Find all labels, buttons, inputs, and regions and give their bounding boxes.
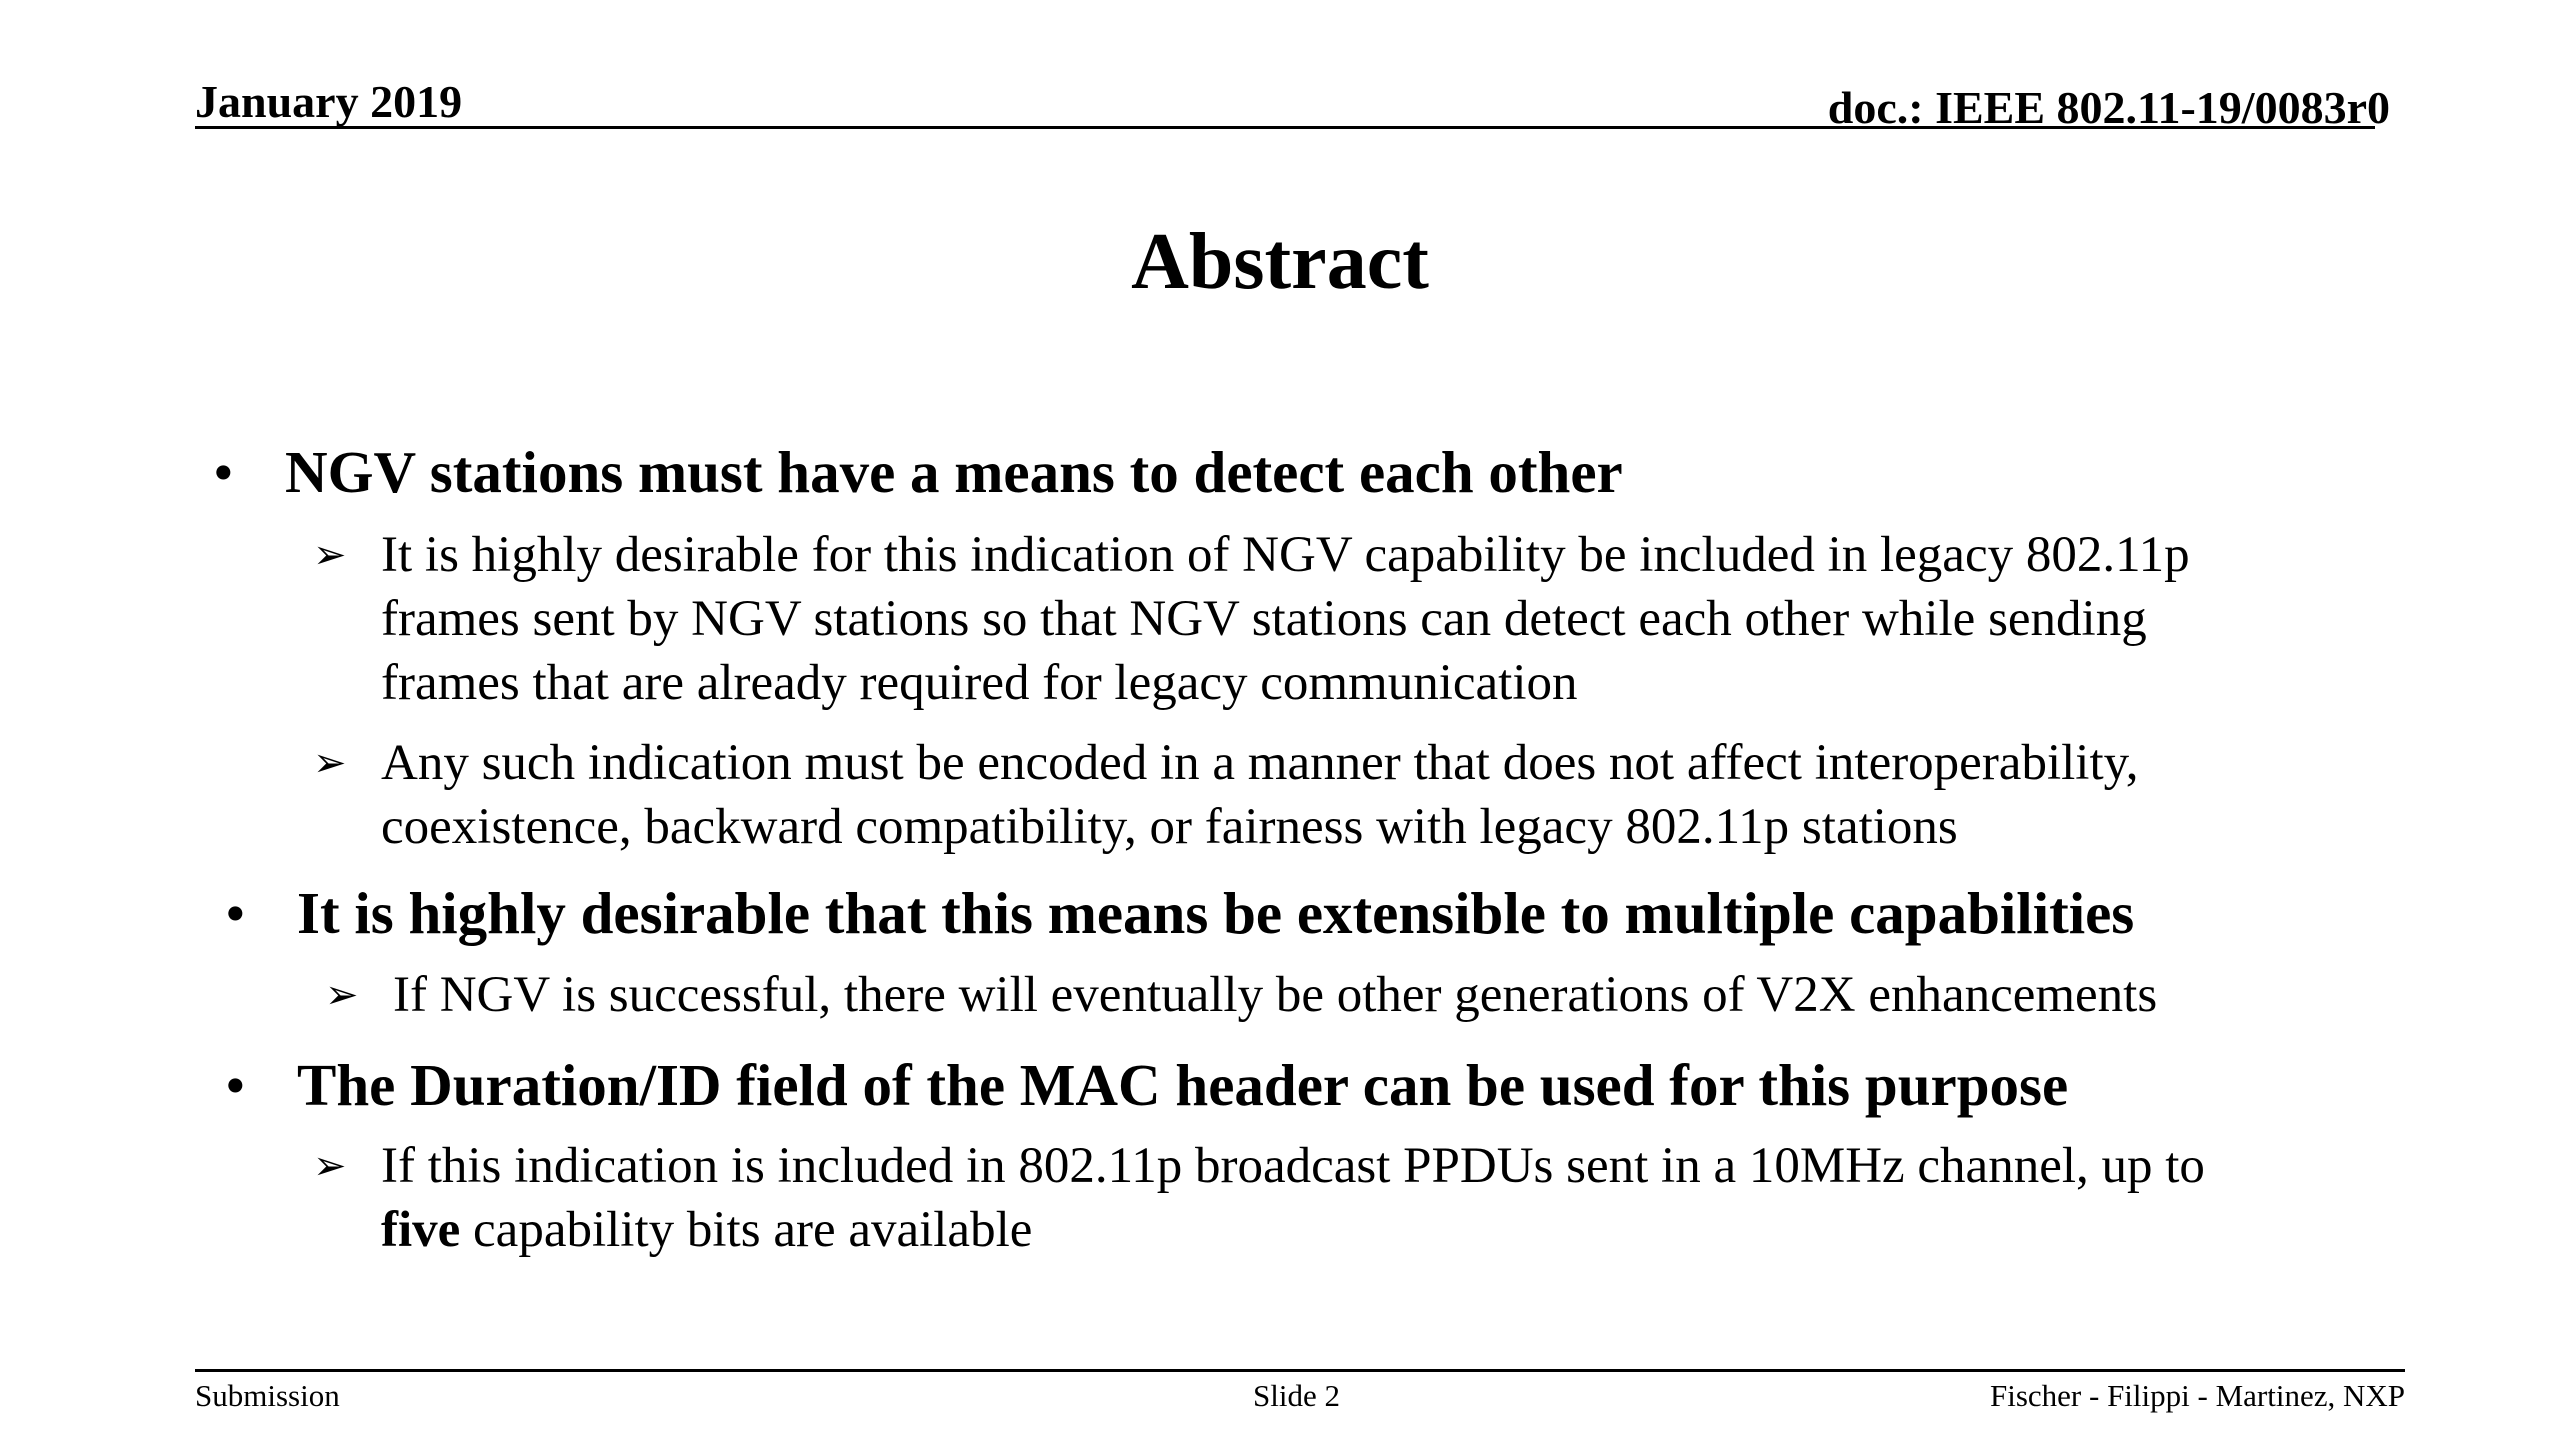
arrow-bullet-icon: ➢ xyxy=(313,1143,347,1189)
sub-bullet-3-1-line-2-rest: capability bits are available xyxy=(460,1202,1033,1258)
header-date: January 2019 xyxy=(195,76,463,127)
arrow-bullet-icon: ➢ xyxy=(313,740,347,786)
bullet-dot: • xyxy=(213,439,234,505)
sub-bullet-1-1-line-3: frames that are already required for legacy communication xyxy=(381,655,1578,711)
header-divider xyxy=(195,126,2375,129)
sub-bullet-2-1-line-1: If NGV is successful, there will eventually be other generations of V2X enhancements xyxy=(393,967,2158,1023)
sub-bullet-1-2-line-2: coexistence, backward compatibility, or fairness with legacy 802.11p stations xyxy=(381,799,1958,855)
bullet-1-text: NGV stations must have a means to detect each other xyxy=(285,439,1623,505)
sub-bullet-1-1-line-2: frames sent by NGV stations so that NGV stations can detect each other while sending xyxy=(381,591,2147,647)
sub-bullet-3-1-line-2 xyxy=(381,1198,1032,1262)
header-doc-id: doc.: IEEE 802.11-19/0083r0 xyxy=(1827,82,2390,133)
footer-divider xyxy=(195,1369,2405,1372)
footer-authors: Fischer - Filippi - Martinez, NXP xyxy=(1989,1378,2405,1413)
emphasis-five: five xyxy=(381,1202,461,1258)
sub-bullet-1-2-line-1: Any such indication must be encoded in a manner that does not affect interoperability, xyxy=(381,735,2139,791)
arrow-bullet-icon: ➢ xyxy=(313,532,347,578)
arrow-bullet-icon: ➢ xyxy=(325,972,359,1018)
footer-slide-number: Slide 2 xyxy=(1253,1378,1340,1413)
slide-title: Abstract xyxy=(1131,218,1429,306)
bullet-dot: • xyxy=(225,1052,246,1118)
sub-bullet-1-1-line-1: It is highly desirable for this indication of NGV capability be included in legacy 802.11p xyxy=(381,527,2190,583)
bullet-2-text: It is highly desirable that this means be extensible to multiple capabilities xyxy=(297,880,2135,946)
sub-bullet-3-1-line-1: If this indication is included in 802.11p broadcast PPDUs sent in a 10MHz channel, up to xyxy=(381,1138,2205,1194)
bullet-dot: • xyxy=(225,880,246,946)
footer-submission: Submission xyxy=(195,1378,340,1413)
bullet-3-text: The Duration/ID field of the MAC header can be used for this purpose xyxy=(297,1052,2069,1118)
